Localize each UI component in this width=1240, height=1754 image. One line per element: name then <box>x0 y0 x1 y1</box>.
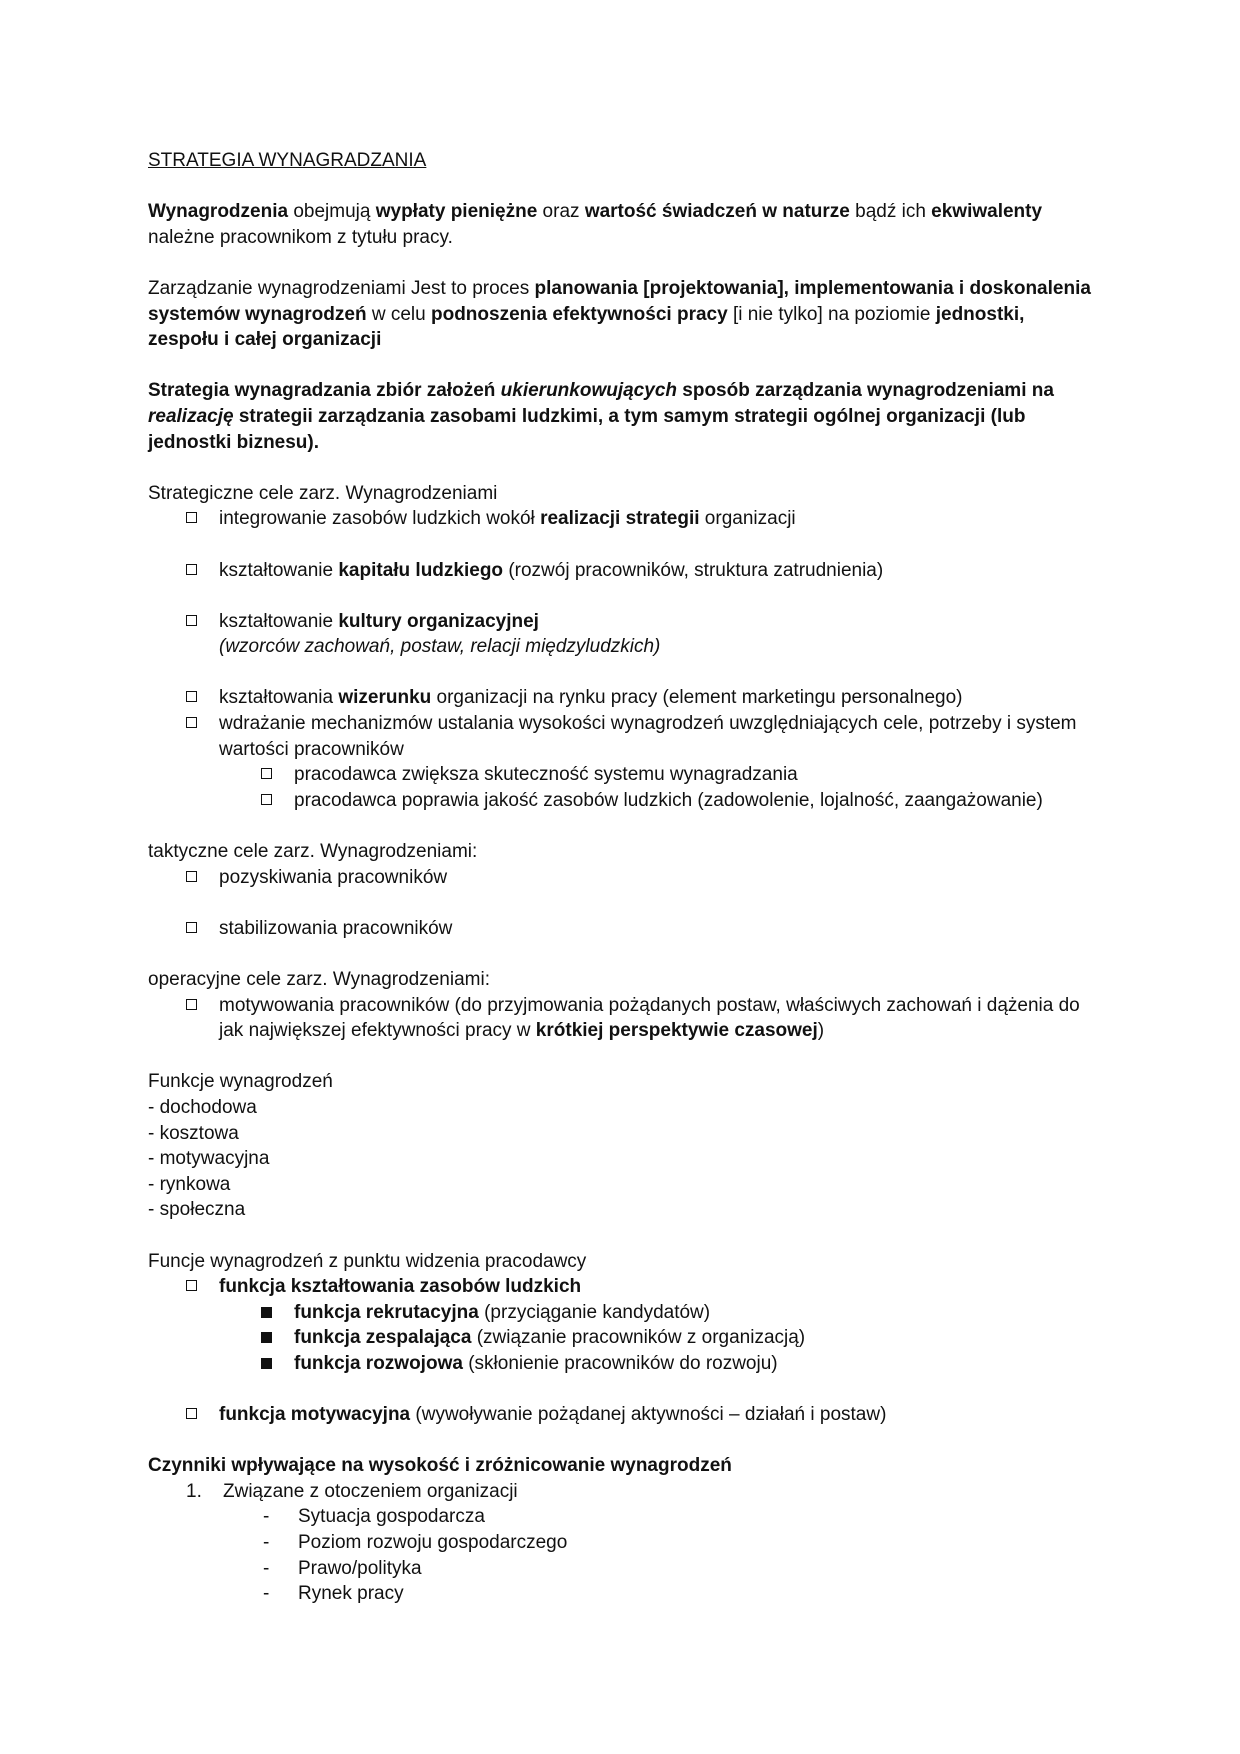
list-item: kształtowania wizerunku organizacji na rynku pracy (element marketingu personalnego) <box>148 685 1098 711</box>
operational-goals-heading: operacyjne cele zarz. Wynagrodzeniami: <box>148 969 490 990</box>
list-item: - rynkowa <box>148 1173 231 1195</box>
document-title: STRATEGIA WYNAGRADZANIA <box>148 150 427 171</box>
filled-square-bullet-icon <box>261 1358 272 1369</box>
list-subitem: pracodawca poprawia jakość zasobów ludzkich (zadowolenie, lojalność, zaangażowanie) <box>148 788 1098 814</box>
strategic-goals-heading: Strategiczne cele zarz. Wynagrodzeniami <box>148 482 498 504</box>
list-item: kształtowanie kultury organizacyjnej (wzorców zachowań, postaw, relacji międzyludzkich) <box>148 609 1098 660</box>
checkbox-square-icon <box>186 564 197 575</box>
checkbox-square-icon <box>186 717 197 728</box>
list-item: - kosztowa <box>148 1122 239 1144</box>
paragraph-strategy: Strategia wynagradzania zbiór założeń ukierunkowujących sposób zarządzania wynagrodzeniami na realizację strategii zarządzania zasobami ludzkimi, a tym samym strategii ogólnej organizacji (lub jednostki biznesu). <box>148 380 1054 453</box>
checkbox-square-icon <box>186 922 197 933</box>
filled-square-bullet-icon <box>261 1332 272 1343</box>
checkbox-square-icon <box>186 512 197 523</box>
employer-functions-heading: Funcje wynagrodzeń z punktu widzenia pracodawcy <box>148 1250 587 1272</box>
checkbox-square-icon <box>186 1280 197 1291</box>
paragraph-definition: Wynagrodzenia obejmują wypłaty pieniężne oraz wartość świadczeń w naturze bądź ich ekwiwalenty należne pracownikom z tytułu pracy. <box>148 201 1043 248</box>
checkbox-square-icon <box>261 794 272 805</box>
checkbox-square-icon <box>261 768 272 779</box>
paragraph-management: Zarządzanie wynagrodzeniami Jest to proces planowania [projektowania], implementowania i doskonalenia systemów wynagrodzeń w celu podnoszenia efektywności pracy [i nie tylko] na poziomie jednostki, zespołu i całej organizacji <box>148 277 1091 351</box>
list-subitem: - Poziom rozwoju gospodarczego <box>263 1532 568 1554</box>
list-item: wdrażanie mechanizmów ustalania wysokości wynagrodzeń uwzględniających cele, potrzeby i system wartości pracowników <box>148 711 1098 762</box>
checkbox-square-icon <box>186 691 197 702</box>
list-subitem: - Sytuacja gospodarcza <box>263 1506 485 1528</box>
functions-heading: Funkcje wynagrodzeń <box>148 1071 333 1093</box>
list-subitem: - Rynek pracy <box>263 1583 404 1605</box>
checkbox-square-icon <box>186 999 197 1010</box>
list-item: pozyskiwania pracowników <box>148 865 1098 891</box>
list-item: funkcja motywacyjna (wywoływanie pożądanej aktywności – działań i postaw) <box>148 1402 1098 1428</box>
list-item: funkcja kształtowania zasobów ludzkich <box>148 1274 1098 1300</box>
list-subitem: funkcja rozwojowa (skłonienie pracowników do rozwoju) <box>148 1351 1098 1377</box>
tactical-goals-heading: taktyczne cele zarz. Wynagrodzeniami: <box>148 841 478 863</box>
list-item: - społeczna <box>148 1199 246 1221</box>
factors-heading: Czynniki wpływające na wysokość i zróżnicowanie wynagrodzeń <box>148 1455 732 1477</box>
list-subitem: pracodawca zwiększa skuteczność systemu wynagradzania <box>148 762 1098 788</box>
document-body <box>148 148 1098 1607</box>
list-item: integrowanie zasobów ludzkich wokół realizacji strategii organizacji <box>148 506 1098 532</box>
checkbox-square-icon <box>186 871 197 882</box>
list-subitem: funkcja rekrutacyjna (przyciąganie kandydatów) <box>148 1300 1098 1326</box>
list-item: - dochodowa <box>148 1096 257 1118</box>
checkbox-square-icon <box>186 1408 197 1419</box>
list-item: motywowania pracowników (do przyjmowania pożądanych postaw, właściwych zachowań i dążenia do jak największej efektywności pracy w krótkiej perspektywie czasowej) <box>148 993 1098 1044</box>
list-item: kształtowanie kapitału ludzkiego (rozwój pracowników, struktura zatrudnienia) <box>148 558 1098 584</box>
list-subitem: - Prawo/polityka <box>263 1557 422 1579</box>
list-item: - motywacyjna <box>148 1148 270 1170</box>
checkbox-square-icon <box>186 615 197 626</box>
list-item: stabilizowania pracowników <box>148 916 1098 942</box>
numbered-item: 1. Związane z otoczeniem organizacji <box>186 1480 518 1502</box>
list-subitem: funkcja zespalająca (związanie pracowników z organizacją) <box>148 1325 1098 1351</box>
filled-square-bullet-icon <box>261 1307 272 1318</box>
